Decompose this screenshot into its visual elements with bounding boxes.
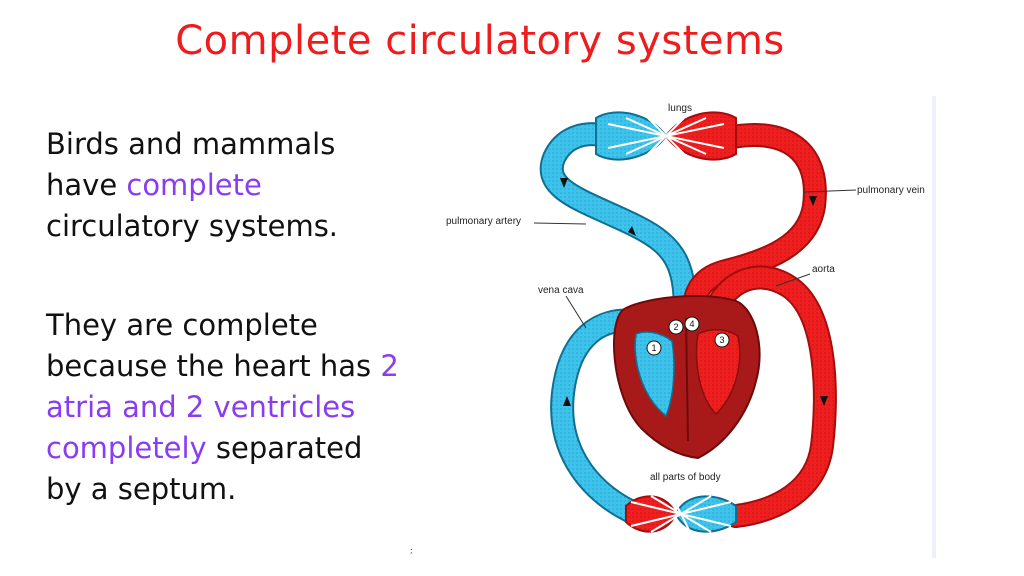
paragraph-text: They are complete because the heart has <box>46 308 381 383</box>
label-lungs: lungs <box>668 103 692 114</box>
highlight-complete: complete <box>126 168 262 202</box>
label-pulmonary-artery: pulmonary artery <box>446 216 522 227</box>
lung-capillaries <box>596 112 736 159</box>
chamber-4-label: 4 <box>689 319 695 329</box>
paragraph-complete-systems <box>46 124 406 247</box>
paragraph-text: Birds and mammals have <box>46 127 336 202</box>
slide-title: Complete circulatory systems <box>175 18 785 64</box>
label-vena-cava: vena cava <box>538 285 584 296</box>
chamber-1-label: 1 <box>651 343 657 353</box>
body-capillaries <box>626 494 736 534</box>
highlight-atria-ventricles: 2 atria and 2 ventricles completely <box>46 349 399 465</box>
paragraph-text: circulatory systems. <box>46 209 339 243</box>
paragraph-text: separated by a septum. <box>46 431 363 506</box>
chamber-3-marker <box>715 333 729 347</box>
chamber-2-label: 2 <box>673 322 679 332</box>
paragraph-heart-chambers <box>46 305 406 510</box>
chamber-2-marker <box>669 320 683 334</box>
label-aorta: aorta <box>812 264 835 275</box>
chamber-4-marker <box>685 317 699 331</box>
label-all-parts-of-body: all parts of body <box>650 472 721 483</box>
circulatory-diagram <box>436 96 936 558</box>
stray-mark: ; <box>410 546 413 555</box>
chamber-3-label: 3 <box>719 335 725 345</box>
circulatory-diagram-svg <box>436 96 936 558</box>
label-pulmonary-vein: pulmonary vein <box>857 185 925 196</box>
chamber-1-marker <box>647 341 661 355</box>
